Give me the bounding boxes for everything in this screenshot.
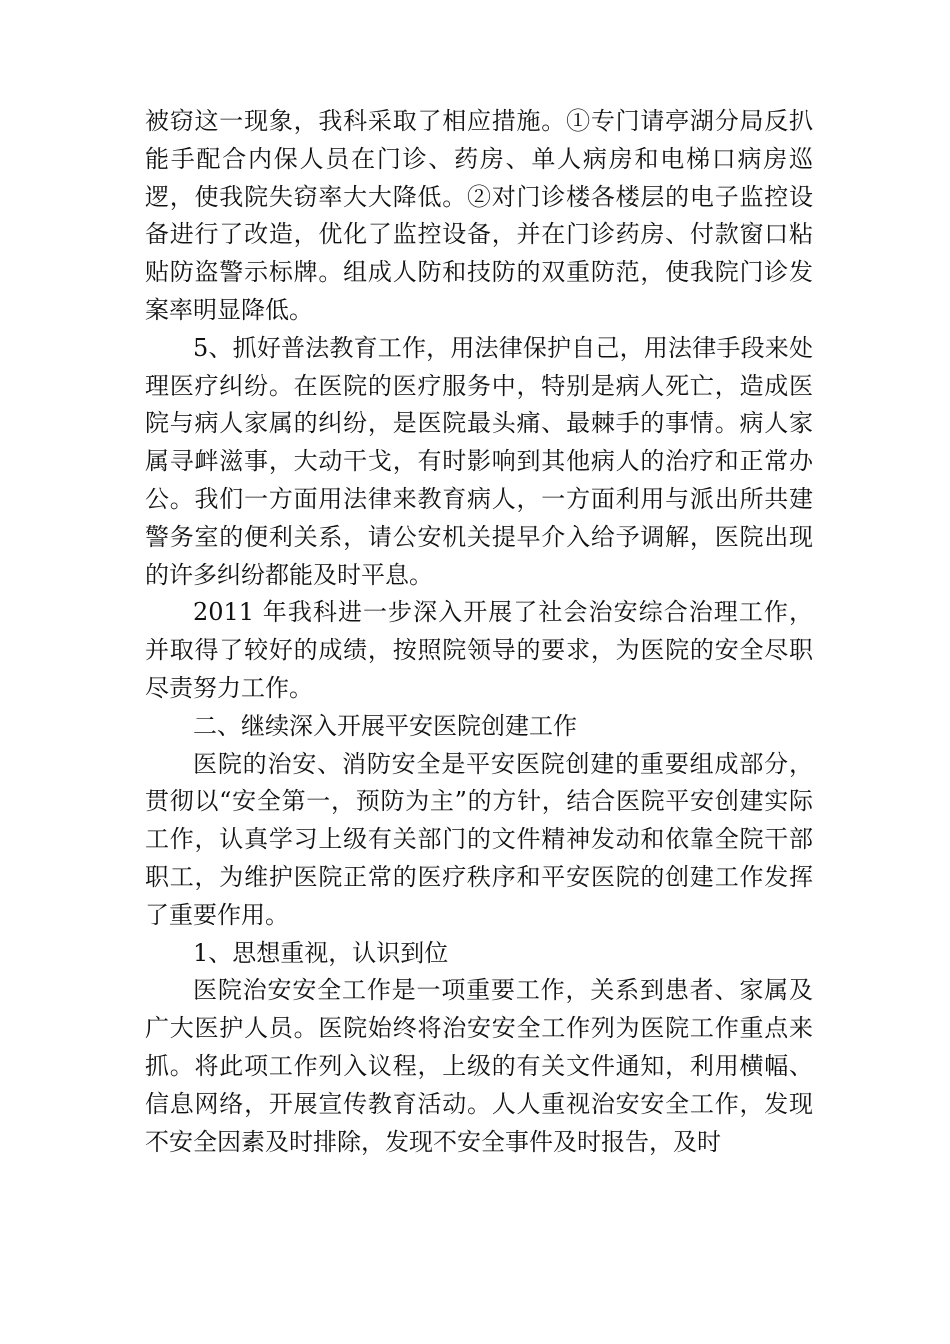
document-page [145,103,813,1161]
paragraph-security-work: 医院治安安全工作是一项重要工作，关系到患者、家属及广大医护人员。医院始终将治安安全工作列为医院工作重点来抓。将此项工作列入议程，上级的有关文件通知，利用横幅、信息网络，开展宣传教育活动。人人重视治安安全工作，发现不安全因素及时排除，发现不安全事件及时报告，及时 [145,976,813,1156]
section-heading-safe-hospital: 二、继续深入开展平安医院创建工作 [193,711,577,740]
subheading-ideological-priority: 1、思想重视，认识到位 [193,938,449,967]
paragraph-safety-policy: 医院的治安、消防安全是平安医院创建的重要组成部分，贯彻以“安全第一，预防为主”的方针，结合医院平安创建实际工作，认真学习上级有关部门的文件精神发动和依靠全院干部职工，为维护医院正常的医疗秩序和平安医院的创建工作发挥了重要作用。 [145,749,813,929]
paragraph-continuation: 被窃这一现象，我科采取了相应措施。①专门请亭湖分局反扒能手配合内保人员在门诊、药房、单人病房和电梯口病房巡逻，使我院失窃率大大降低。②对门诊楼各楼层的电子监控设备进行了改造，优化了监控设备，并在门诊药房、付款窗口粘贴防盗警示标牌。组成人防和技防的双重防范，使我院门诊发案率明显降低。 [145,107,813,324]
paragraph-legal-education: 5、抓好普法教育工作，用法律保护自己，用法律手段来处理医疗纠纷。在医院的医疗服务中，特别是病人死亡，造成医院与病人家属的纠纷，是医院最头痛、最棘手的事情。病人家属寻衅滋事，大动干戈，有时影响到其他病人的治疗和正常办公。我们一方面用法律来教育病人，一方面利用与派出所共建警务室的便利关系，请公安机关提早介入给予调解，医院出现的许多纠纷都能及时平息。 [145,333,813,589]
paragraph-2011-summary: 2011 年我科进一步深入开展了社会治安综合治理工作，并取得了较好的成绩，按照院领导的要求，为医院的安全尽职尽责努力工作。 [145,598,813,702]
